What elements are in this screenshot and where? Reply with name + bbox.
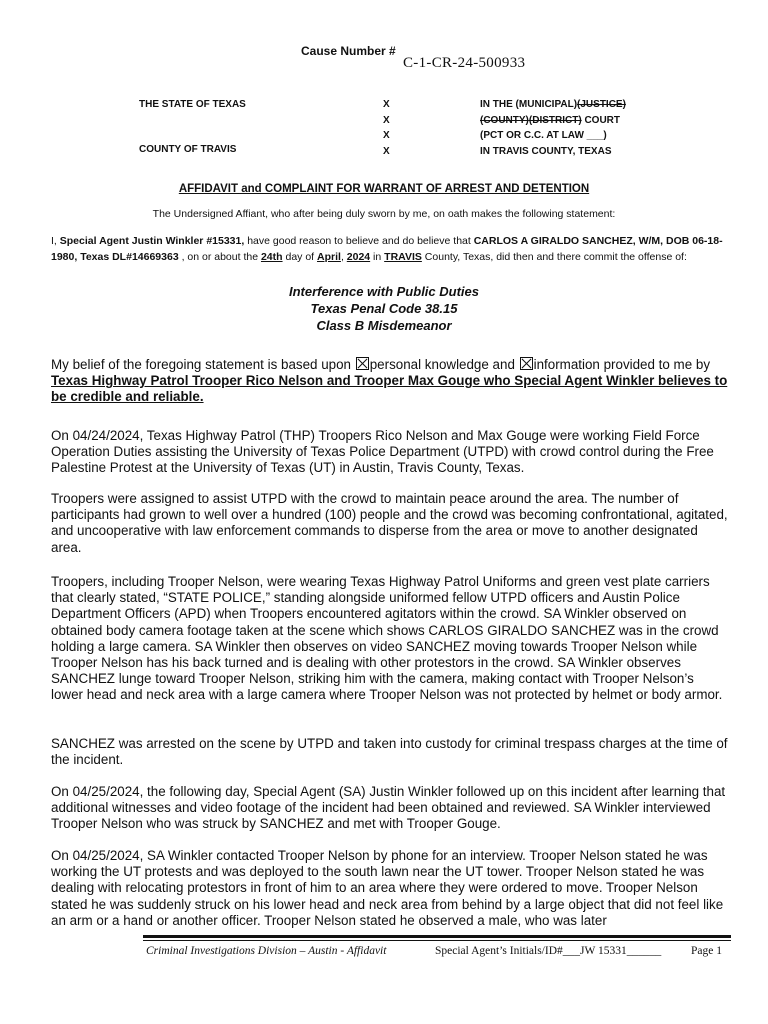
court-line-1: IN THE (MUNICIPAL)(JUSTICE) [480,99,626,110]
offense-code: Texas Penal Code 38.15 [310,301,458,316]
offense-year: 2024 [346,251,371,263]
offense-class: Class B Misdemeanor [316,318,452,333]
footer-division: Criminal Investigations Division – Austin - Affidavit [146,945,387,957]
offense-month: April [317,251,341,263]
information-source: Texas Highway Patrol Trooper Rico Nelson and Trooper Max Gouge who Special Agent Winkler believes to be credible and reliable. [51,373,728,405]
footer-page: Page 1 [691,945,722,957]
county-of-travis: COUNTY OF TRAVIS [139,144,237,155]
caption-separator [383,97,395,159]
affiant-statement: I, Special Agent Justin Winkler #15331, have good reason to believe and do believe that CARLOS A GIRALDO SANCHEZ, W/M, DOB 06-18-1980, Texas DL#14669363 , on or about the 24th day of April, 2024 in TRAVIS County, Texas, did then and there commit the offense of: [51,235,723,263]
footer-initials: Special Agent’s Initials/ID#___JW 15331______ [435,945,662,957]
sworn-statement: The Undersigned Affiant, who after being duly sworn by me, on oath makes the following statement: [152,208,616,220]
x-mark: X [383,99,390,110]
cause-label: Cause Number # [301,44,396,58]
narrative-paragraph: On 04/24/2024, Texas Highway Patrol (THP) Troopers Rico Nelson and Max Gouge were working Field Force Operation Duties assisting the University of Texas Police Department (UTPD) with crowd control during the Free Palestine Protest at the University of Texas (UT) in Austin, Travis County, Texas. [51,428,714,476]
offense-block [0,283,768,334]
narrative-paragraph: On 04/25/2024, the following day, Special Agent (SA) Justin Winkler followed up on this incident after learning that additional witnesses and video footage of the incident had been obtained and reviewed. SA Winkler interviewed Trooper Nelson who was struck by SANCHEZ and met with Trooper Gouge. [51,784,726,832]
narrative-paragraph: Troopers were assigned to assist UTPD with the crowd to maintain peace around the area. The number of participants had grown to well over a hundred (100) people and the crowd was becoming confrontational, agitated, and uncooperative with law enforcement commands to disperse from the area or move to another designated area. [51,491,728,555]
offense-name: Interference with Public Duties [289,284,479,299]
document-title: AFFIDAVIT and COMPLAINT FOR WARRANT OF ARREST AND DETENTION [178,183,590,195]
defendant-info: CARLOS A GIRALDO SANCHEZ, W/M, DOB 06-18-1980, Texas DL#14669363 [51,235,723,263]
x-mark: X [383,145,390,157]
narrative-paragraph: SANCHEZ was arrested on the scene by UTPD and taken into custody for criminal trespass charges at the time of the incident. [51,736,728,768]
court-line-2: (COUNTY)(DISTRICT) COURT [480,114,621,126]
offense-day: 24th [260,251,283,263]
court-line-4: IN TRAVIS COUNTY, TEXAS [480,145,612,157]
belief-paragraph: My belief of the foregoing statement is based upon personal knowledge and information provided to me by Texas Highway Patrol Trooper Rico Nelson and Trooper Max Gouge who Special Agent Winkler believes to be credible and reliable. [51,357,728,405]
footer-rule [143,940,731,941]
offense-county: TRAVIS [384,251,422,263]
checked-box-icon [520,357,533,370]
narrative-paragraph: Troopers, including Trooper Nelson, were wearing Texas Highway Patrol Uniforms and green vest plate carriers that clearly stated, “STATE POLICE,” standing alongside uniformed fellow UTPD officers and Austin Police Department Officers (APD) when Troopers encountered agitators within the crowd. SA Winkler observed on obtained body camera footage taken at the scene which shows CARLOS GIRALDO SANCHEZ was in the crowd holding a large camera. SA Winkler then observes on video SANCHEZ moving towards Trooper Nelson while Trooper Nelson has his back turned and is dealing with other protestors in the crowd. SA Winkler observes SANCHEZ lunge toward Trooper Nelson, striking him with the camera, making contact with Trooper Nelson’s lower head and neck area with a large camera where Trooper Nelson was not protected by helmet or body armor. [51,574,723,703]
court-line-3: (PCT OR C.C. AT LAW ___) [480,130,607,141]
caption-court [480,97,626,159]
state-of-texas: THE STATE OF TEXAS [139,99,246,110]
narrative-paragraph: On 04/25/2024, SA Winkler contacted Trooper Nelson by phone for an interview. Trooper Nelson stated he was working the UT protests and was deployed to the south lawn near the UT tower. Trooper Nelson stated he was dealing with relocating protestors in front of him to an area where they were ordered to move. Trooper Nelson stated he was suddenly struck on his lower head and neck area from behind by a large object that did not feel like an arm or a hand or another officer. Trooper Nelson stated he observed a male, who was later [51,848,724,928]
agent-name: Special Agent Justin Winkler #15331, [59,235,245,247]
footer-rule [143,935,731,938]
caption-parties [139,97,246,155]
x-mark: X [383,114,390,126]
x-mark: X [383,130,390,141]
checked-box-icon [356,357,369,370]
cause-number: C-1-CR-24-500933 [403,55,526,71]
